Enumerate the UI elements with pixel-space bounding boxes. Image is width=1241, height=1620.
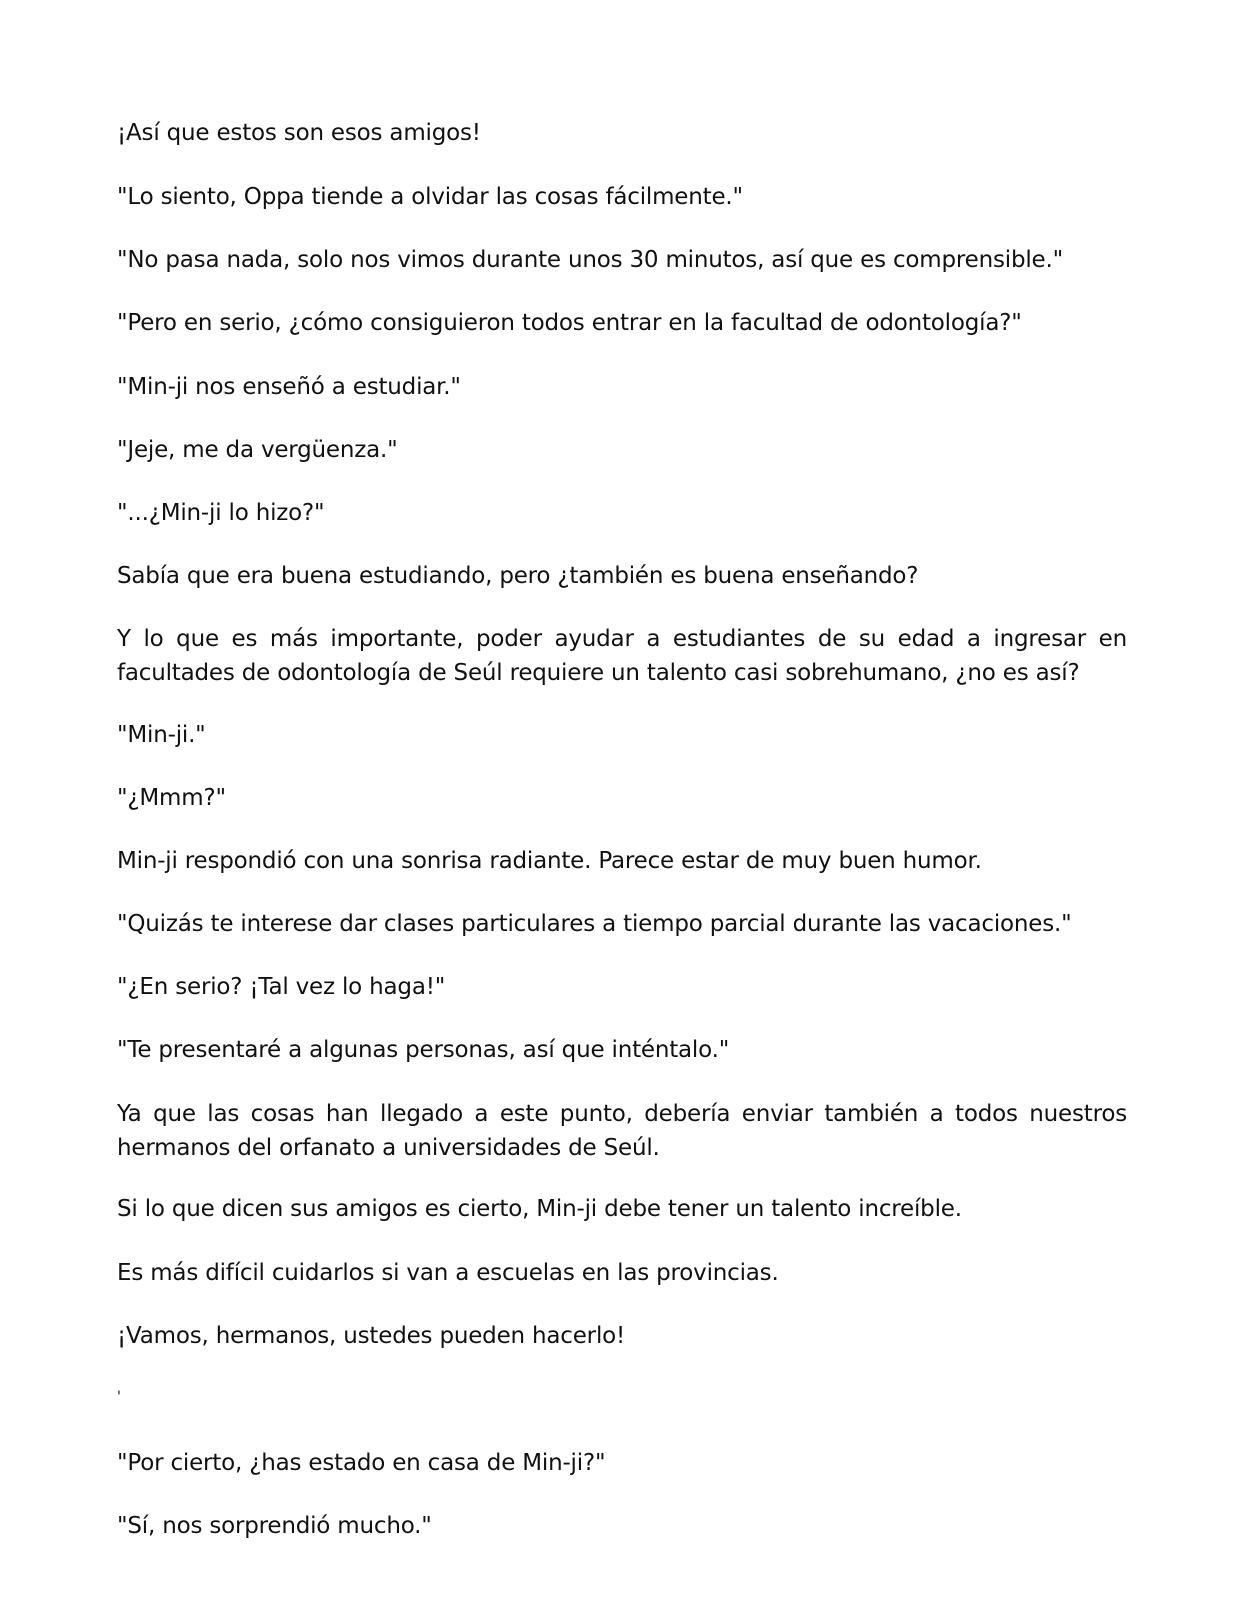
paragraph-9: Y lo que es más importante, poder ayudar a estudiantes de su edad a ingresar en facultades de odontología de Seúl requiere un talento casi sobrehumano, ¿no es así? <box>117 626 1127 686</box>
paragraph-7: "...¿Min-ji lo hizo?" <box>117 500 325 526</box>
paragraph-6: "Jeje, me da vergüenza." <box>117 437 398 463</box>
paragraph-11: "¿Mmm?" <box>117 785 226 811</box>
paragraph-17: Si lo que dicen sus amigos es cierto, Min-ji debe tener un talento increíble. <box>117 1196 962 1222</box>
paragraph-12: Min-ji respondió con una sonrisa radiante. Parece estar de muy buen humor. <box>117 848 982 874</box>
paragraph-10: "Min-ji." <box>117 722 206 748</box>
paragraph-19: ¡Vamos, hermanos, ustedes pueden hacerlo! <box>117 1323 626 1349</box>
paragraph-5: "Min-ji nos enseñó a estudiar." <box>117 374 461 400</box>
paragraph-15: "Te presentaré a algunas personas, así que inténtalo." <box>117 1037 730 1063</box>
paragraph-1: ¡Así que estos son esos amigos! <box>117 120 481 146</box>
paragraph-20: ' <box>117 1389 121 1405</box>
paragraph-13: "Quizás te interese dar clases particulares a tiempo parcial durante las vacaciones." <box>117 911 1072 937</box>
paragraph-16: Ya que las cosas han llegado a este punto, debería enviar también a todos nuestros hermanos del orfanato a universidades de Seúl. <box>117 1101 1127 1161</box>
paragraph-21: "Por cierto, ¿has estado en casa de Min-ji?" <box>117 1450 606 1476</box>
paragraph-22: "Sí, nos sorprendió mucho." <box>117 1513 432 1539</box>
paragraph-18: Es más difícil cuidarlos si van a escuelas en las provincias. <box>117 1260 779 1286</box>
paragraph-3: "No pasa nada, solo nos vimos durante unos 30 minutos, así que es comprensible." <box>117 247 1063 273</box>
paragraph-2: "Lo siento, Oppa tiende a olvidar las cosas fácilmente." <box>117 184 743 210</box>
paragraph-14: "¿En serio? ¡Tal vez lo haga!" <box>117 974 446 1000</box>
paragraph-4: "Pero en serio, ¿cómo consiguieron todos entrar en la facultad de odontología?" <box>117 310 1022 336</box>
paragraph-8: Sabía que era buena estudiando, pero ¿también es buena enseñando? <box>117 563 919 589</box>
